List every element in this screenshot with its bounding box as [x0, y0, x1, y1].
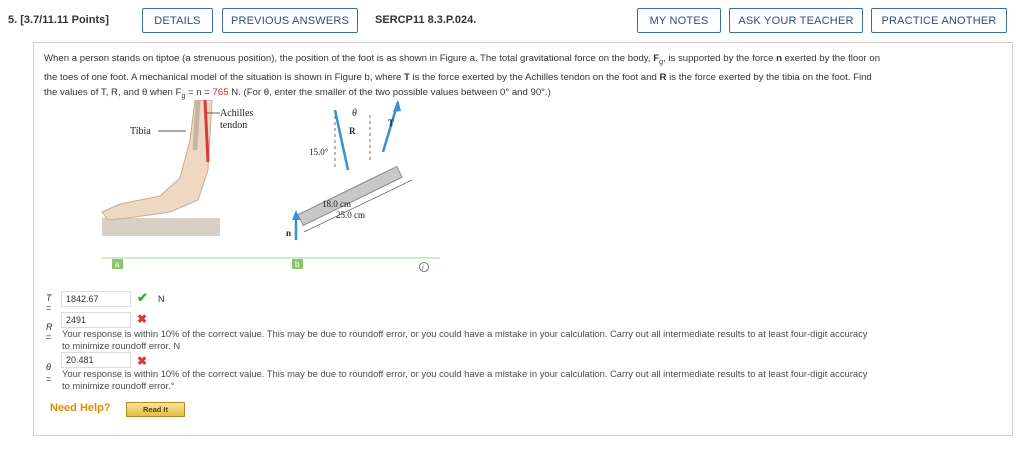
problem-line: the toes of one foot. A mechanical model of the situation is shown in Figure b, where [44, 71, 402, 83]
tibia-bone [195, 100, 198, 150]
figure-b-label: b [295, 260, 300, 269]
problem-line: = n = [188, 86, 210, 98]
force-value: 765 [212, 86, 229, 98]
info-glyph: i [422, 265, 424, 272]
theta-var-label: θ [46, 362, 51, 372]
r-feedback [62, 328, 1012, 352]
t-unit: N [158, 294, 165, 304]
practice-another-button[interactable]: PRACTICE ANOTHER [871, 8, 1007, 33]
cross-icon: ✖ [137, 312, 148, 326]
r-equals: = [46, 332, 52, 342]
floor [102, 218, 220, 236]
t-equals: = [46, 303, 52, 313]
t-var-label: T [46, 293, 52, 303]
details-button[interactable]: DETAILS [142, 8, 213, 33]
distance-18-label: 18.0 cm [322, 199, 351, 209]
problem-text: When a person stands on tiptoe (a strenuous position), the position of the foot is as shown in Figure a. The total gravitational force on the body, $F_g$, is supported by the force n exerted by the floor on the toes of one foot. A mechanical model of the situation is shown in Figure b, where T is the force exerted by the Achilles tendon on the foot and R is the force exerted by the tibia on the foot. Find the values of T, R, and θ when $F_g = n = 765$ N. (For θ, enter the smaller of the two possible values between 0° and 90°.) [44, 53, 881, 100]
r-label: R [349, 126, 356, 136]
info-icon[interactable] [420, 263, 429, 272]
figure [100, 100, 440, 280]
problem-line: exerted by the floor on [784, 53, 881, 64]
my-notes-button[interactable]: MY NOTES [637, 8, 721, 33]
feedback-line: to minimize roundoff error.° [62, 380, 175, 391]
problem-line: is the force exerted by the tibia on the foot. Find [669, 71, 872, 83]
feedback-line: Your response is within 10% of the correct value. This may be due to roundoff error, or you could have a mistake in your calculation. Carry out all intermediate results to at least four-digit accuracy [62, 368, 868, 379]
check-icon: ✔ [137, 290, 148, 305]
tendon-label: tendon [220, 120, 248, 131]
problem-line: is supported by the force [668, 53, 774, 64]
t-label: T [388, 118, 395, 128]
theta-label: θ [352, 108, 357, 119]
question-number: 5. [3.7/11.11 Points] [8, 14, 109, 26]
distance-25-label: 25.0 cm [336, 210, 365, 220]
theta-answer-input[interactable]: 20.481 [61, 352, 131, 368]
r-answer-input[interactable]: 2491 [61, 312, 131, 328]
problem-line: is the force exerted by the Achilles tendon on the foot and [412, 71, 657, 83]
force-r-arrow [335, 110, 348, 170]
achilles-label: Achilles [220, 108, 254, 119]
n-label: n [286, 228, 292, 238]
need-help-label: Need Help? [50, 402, 111, 414]
r-var-label: R [46, 322, 53, 332]
problem-line: N. (For θ, enter the smaller of the two possible values between 0° and 90°.) [231, 86, 551, 98]
previous-answers-button[interactable]: PREVIOUS ANSWERS [222, 8, 358, 33]
t-answer-input[interactable]: 1842.67 [61, 291, 131, 307]
problem-code: SERCP11 8.3.P.024. [375, 14, 477, 26]
cross-icon: ✖ [137, 354, 148, 368]
tibia-label: Tibia [130, 126, 151, 137]
feedback-line: Your response is within 10% of the correct value. This may be due to roundoff error, or you could have a mistake in your calculation. Carry out all intermediate results to at least four-digit accuracy [62, 328, 868, 339]
angle-label: 15.0° [309, 147, 329, 157]
feedback-line: to minimize roundoff error. N [62, 340, 181, 351]
theta-equals: = [46, 374, 52, 384]
theta-feedback [62, 368, 1012, 392]
problem-line: the values of T, R, and θ when F [44, 86, 182, 98]
ask-teacher-button[interactable]: ASK YOUR TEACHER [729, 8, 863, 33]
figure-a-label: a [115, 260, 120, 269]
read-it-button[interactable]: Read It [126, 402, 185, 417]
problem-line: When a person stands on tiptoe (a strenuous position), the position of the foot is as shown in Figure a. The total gravitational force on the body, [44, 53, 651, 64]
